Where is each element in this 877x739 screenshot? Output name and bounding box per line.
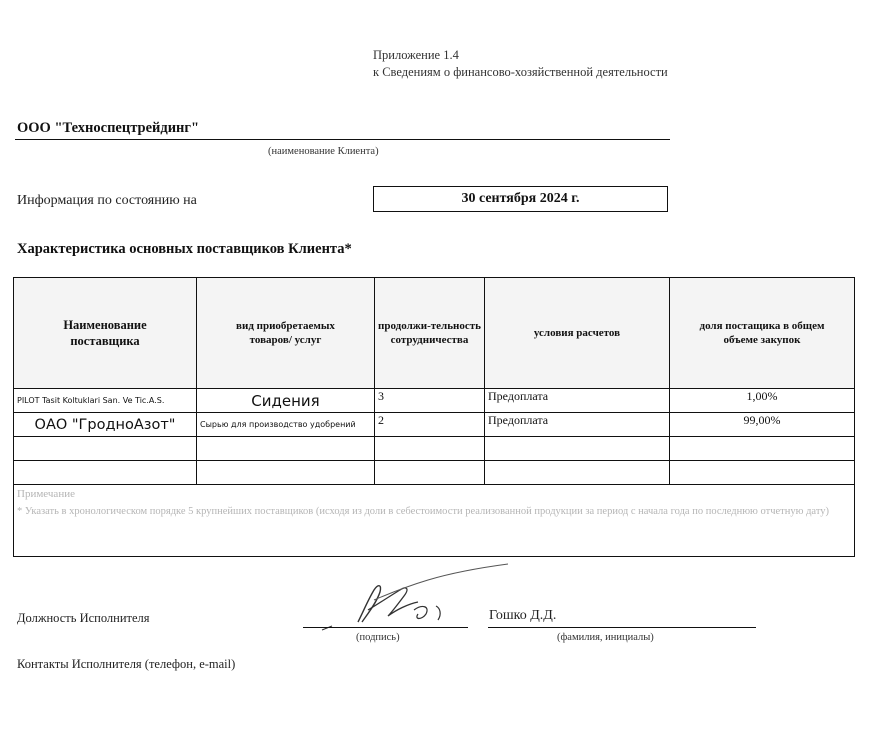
appendix-header [373,47,668,81]
table-row [14,389,855,413]
purchase-share-cell: 1,00% [670,389,855,413]
header-duration: продолжи-тельность сотрудничества [375,278,485,389]
payment-terms-cell: Предоплата [485,413,670,437]
signature-line [303,627,468,628]
table-header-row [14,278,855,389]
client-name-underline [15,139,670,140]
executor-name-underline [488,627,756,628]
executor-position-label: Должность Исполнителя [17,611,150,625]
header-goods: вид приобретаемых товаров/ услуг [197,278,375,389]
client-name: ООО "Техноспецтрейдинг" [17,120,200,136]
signature-image [318,560,518,632]
suppliers-table [13,277,855,557]
header-payment-terms: условия расчетов [485,278,670,389]
executor-name: Гошко Д.Д. [489,608,557,623]
note-text: * Указать в хронологическом порядке 5 крупнейших поставщиков (исходя из доли в себестоимости реализованной продукции за период с начала года по последнюю отчетную дату) [17,506,830,517]
section-title: Характеристика основных поставщиков Клиента* [17,241,352,257]
header-supplier-name: Наименование поставщика [14,278,197,389]
header-purchase-share: доля постащика в общем объеме закупок [670,278,855,389]
executor-contacts-label: Контакты Исполнителя (телефон, e-mail) [17,657,236,671]
table-row-empty [14,437,855,461]
note-title: Примечание [17,488,75,500]
info-date-box: 30 сентября 2024 г. [373,186,668,212]
client-name-caption: (наименование Клиента) [268,146,379,157]
table-note [14,485,855,557]
payment-terms-cell: Предоплата [485,389,670,413]
duration-cell: 2 [375,413,485,437]
goods-cell: Сидения [197,389,375,413]
appendix-title: Приложение 1.4 [373,48,459,62]
supplier-name-cell: PILOT Tasit Koltuklari San. Ve Tic.A.S. [14,389,197,413]
signature-caption: (подпись) [356,632,400,643]
table-note-row [14,485,855,557]
supplier-name-cell: ОАО "ГродноАзот" [14,413,197,437]
table-row-empty [14,461,855,485]
executor-name-caption: (фамилия, инициалы) [557,632,654,643]
appendix-subtitle: к Сведениям о финансово-хозяйственной деятельности [373,65,668,79]
table-row [14,413,855,437]
goods-cell: Сырью для производство удобрений [197,413,375,437]
duration-cell: 3 [375,389,485,413]
info-date-label: Информация по состоянию на [17,193,197,208]
purchase-share-cell: 99,00% [670,413,855,437]
